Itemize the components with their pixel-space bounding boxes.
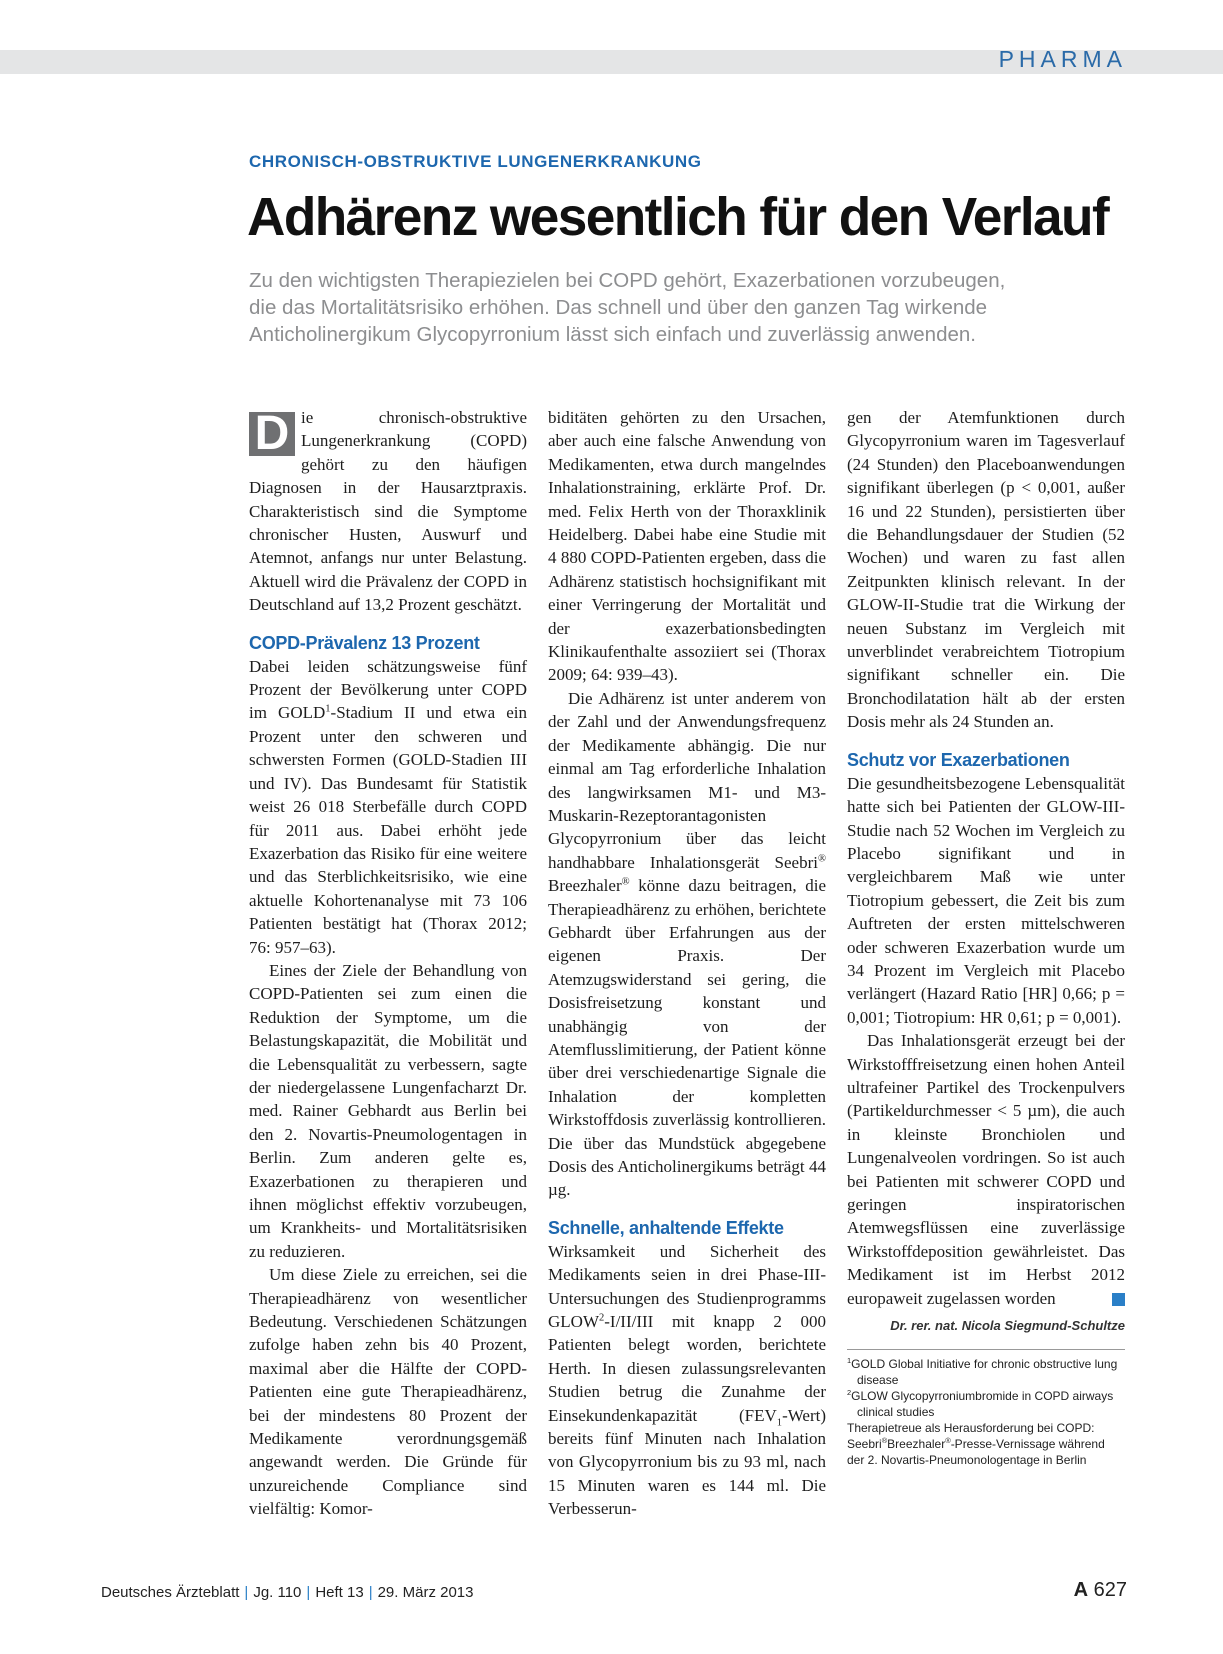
journal-name: Deutsches Ärzteblatt <box>101 1584 240 1601</box>
paragraph-text: -Stadium II und etwa ein Prozent unter den schweren und schwersten Formen (GOLD-Stadien III und IV). Das Bundesamt für Statistik weist 26 018 Sterbefälle durch COPD für 2011 aus. Dabei erhöht jede Exazerbation das Risiko für eine weitere und das Sterblichkeitsrisiko, wie eine aktuelle Kohortenanalyse mit 73 106 Patienten bestätigt hat (Thorax 2012; 76: 957–63). <box>249 703 527 957</box>
paragraph: Die gesundheitsbezogene Lebensqualität hatte sich bei Patienten der GLOW-III-Studie nach 52 Wochen im Vergleich zu Placebo signifikant und in vergleichbarem Maß wie unter Tiotropium gebessert, die Zeit bis zum Auftreten der ersten mittelschweren oder schweren Exazerbation wurde um 34 Prozent im Vergleich mit Placebo verlängert (Hazard Ratio [HR] 0,66; p = 0,001; Tiotropium: HR 0,61; p = 0,001). <box>847 773 1125 1027</box>
subheading-prevalence: COPD-Prävalenz 13 Prozent <box>249 632 480 653</box>
source-note: Seebri®Breezhaler®-Presse-Vernissage während <box>847 1436 1105 1452</box>
paragraph-text: Dabei leiden schätzungsweise fünf Prozent der Bevölkerung unter COPD im GOLD <box>249 656 527 723</box>
end-mark <box>1112 1293 1125 1306</box>
paragraph <box>249 655 527 959</box>
footnote-number: 2 <box>847 1388 852 1398</box>
article-kicker: CHRONISCH-OBSTRUKTIVE LUNGENERKRANKUNG <box>249 152 702 171</box>
article-title: Adhärenz wesentlich für den Verlauf <box>247 187 1109 247</box>
subheading-exacerbations: Schutz vor Exazerbationen <box>847 749 1070 770</box>
article-lead <box>249 267 1129 348</box>
paragraph: Wirksamkeit und Sicherheit des Medikaments seien in drei Phase-III-Untersuchungen des Studienprogramms GLOW$^2$-I/II/III mit knapp 2 000 Patienten belegt worden, berichtete Herth. In diesen zulassungsrelevanten Studien betrug die Zunahme der Einsekundenkapazität $(FEV_1-Wert)$ bereits fünf Minuten nach Inhalation von Glycopyrronium bis zu 93 ml, nach 15 Minuten waren es 144 ml. Die Verbesserun- <box>548 1241 826 1519</box>
volume: Jg. 110 <box>253 1584 302 1601</box>
footnotes <box>847 1356 1125 1468</box>
text-column-3 <box>847 406 1125 1468</box>
lead-line: Anticholinergikum Glycopyrronium lässt sich einfach und zuverlässig anwenden. <box>249 323 976 346</box>
author-byline: Dr. rer. nat. Nicola Siegmund-Schultze <box>890 1318 1125 1334</box>
footnote-ref: 1 <box>325 703 331 715</box>
lead-line: die das Mortalitätsrisiko erhöhen. Das schnell und über den ganzen Tag wirkende <box>249 296 988 319</box>
page-number <box>1074 1579 1127 1602</box>
source-note: der 2. Novartis-Pneumonologentage in Berlin <box>847 1453 1087 1468</box>
separator: | <box>244 1584 249 1601</box>
footnote-2: $^2$GLOW Glycopyrroniumbromide in COPD airways <box>847 1388 1114 1404</box>
paragraph: Das Inhalationsgerät erzeugt bei der Wirkstofffreisetzung einen hohen Anteil ultrafeiner Partikel des Trockenpulvers (Partikeldurchmesser < 5 µm), die auch in kleinste Bronchiolen und Lungenalveolen vordringen. So ist auch bei Patienten mit schwerer COPD und geringen inspiratorischen Atemwegsflüssen eine zuverlässige Wirkstoffdeposition gewährleistet. Das Medikament ist im Herbst 2012 europaweit zugelassen worden <box>847 1031 1125 1308</box>
separator: | <box>306 1584 311 1601</box>
subscript: 1 <box>776 1417 783 1429</box>
paragraph: Eines der Ziele der Behandlung von COPD-Patienten sei zum einen die Reduktion der Symptome, um die Belastungskapazität, die Mobilität und die Lebensqualität zu verbessern, sagte der niedergelassene Lungenfacharzt Dr. med. Rainer Gebhardt aus Berlin bei den 2. Novartis-Pneumologentagen in Berlin. Zum anderen gelte es, Exazerbationen zu therapieren und ihnen möglichst effektiv vorzubeugen, um Krankheits- und Mortalitätsrisiken zu reduzieren. <box>249 960 527 1261</box>
paragraph-continued: biditäten gehörten zu den Ursachen, aber auch eine falsche Anwendung von Medikamenten, etwa durch mangelndes Inhalationstraining, erklärte Prof. Dr. med. Felix Herth von der Thoraxklinik Heidelberg. Dabei habe eine Studie mit 4 880 COPD-Patienten ergeben, dass die Adhärenz statistisch hochsignifikant mit einer Verringerung der Mortalität und der exazerbationsbedingten Klinikaufenthalte assoziiert sei (Thorax 2009; 64: 939–43). <box>548 408 826 685</box>
issue-date: 29. März 2013 <box>377 1584 474 1601</box>
footnote-ref: 2 <box>598 1312 605 1324</box>
footnote-1-cont: disease <box>857 1373 899 1388</box>
text-column-2 <box>548 406 826 1521</box>
subheading-effects: Schnelle, anhaltende Effekte <box>548 1217 784 1238</box>
text-column-1 <box>249 406 527 1521</box>
source-note: Therapietreue als Herausforderung bei COPD: <box>847 1421 1095 1436</box>
drop-cap: D <box>249 412 295 456</box>
registered-mark: ® <box>621 876 630 888</box>
section-label: PHARMA <box>998 46 1127 72</box>
registered-mark: ® <box>881 1436 888 1446</box>
page-prefix: A <box>1073 1579 1089 1601</box>
paragraph-intro <box>249 406 527 617</box>
footnote-2-cont: clinical studies <box>857 1405 935 1420</box>
page-footer <box>101 1584 473 1601</box>
registered-mark: ® <box>817 853 826 865</box>
paragraph-continued: gen der Atemfunktionen durch Glycopyrronium waren im Tagesverlauf (24 Stunden) den Placeboanwendungen signifikant überlegen (p < 0,001, außer 16 und 22 Stunden), persistierten über die Behandlungsdauer der Studien (52 Wochen) und waren zu fast allen Zeitpunkten klinisch relevant. In der GLOW-II-Studie trat die Wirkung der neuen Substanz im Vergleich mit unverblindet verabreichtem Tiotropium signifikant schneller ein. Die Bronchodilatation hält ab der ersten Dosis mehr als 24 Stunden an. <box>847 408 1125 732</box>
page-number-value: 627 <box>1093 1579 1127 1601</box>
lead-line: Zu den wichtigsten Therapiezielen bei COPD gehört, Exazerbationen vorzubeugen, <box>249 269 1006 292</box>
registered-mark: ® <box>945 1436 951 1446</box>
paragraph-text: ie chronisch-obstruktive Lungenerkrankung (COPD) gehört zu den häufigen Diagnosen in der Hausarztpraxis. Charakteristisch sind die Symptome chronischer Husten, Auswurf und Atemnot, anfangs nur unter Belastung. Aktuell wird die Prävalenz der COPD in Deutschland auf 13,2 Prozent geschätzt. <box>249 408 527 615</box>
paragraph: Um diese Ziele zu erreichen, sei die Therapieadhärenz von wesentlicher Bedeutung. Verschiedenen Schätzungen zufolge haben zehn bis 40 Prozent, maximal aber die Hälfte der COPD-Patienten eine gute Therapieadhärenz, bei der mindestens 80 Prozent der Medikamente verordnungsgemäß angewandt werden. Die Gründe für unzureichende Compliance sind vielfältig: Komor- <box>249 1265 527 1519</box>
footnote-divider <box>847 1349 1125 1350</box>
paragraph: Die Adhärenz ist unter anderem von der Zahl und der Anwendungsfrequenz der Medikamente abhängig. Die nur einmal am Tag erforderliche Inhalation des langwirksamen M1- und M3-Muskarin-Rezeptorantagonisten Glycopyrronium über das leicht handhabbare Inhalationsgerät Seebri® Breezhaler® könne dazu beitragen, die Therapieadhärenz zu erhöhen, berichtete Gebhardt über Erfahrungen aus der eigenen Praxis. Der Atemzugswiderstand sei gering, die Dosisfreisetzung konstant und unabhängig von der Atemflusslimitierung, der Patient könne über drei verschiedenartige Signale die Inhalation der kompletten Wirkstoffdosis zuverlässig kontrollieren. Die über das Mundstück abgegebene Dosis des Anticholinergikums beträgt 44 µg. <box>548 688 826 1200</box>
issue: Heft 13 <box>315 1584 364 1601</box>
separator: | <box>368 1584 373 1601</box>
footnote-1: $^1$GOLD Global Initiative for chronic obstructive lung <box>847 1356 1118 1372</box>
footnote-number: 1 <box>847 1356 852 1366</box>
